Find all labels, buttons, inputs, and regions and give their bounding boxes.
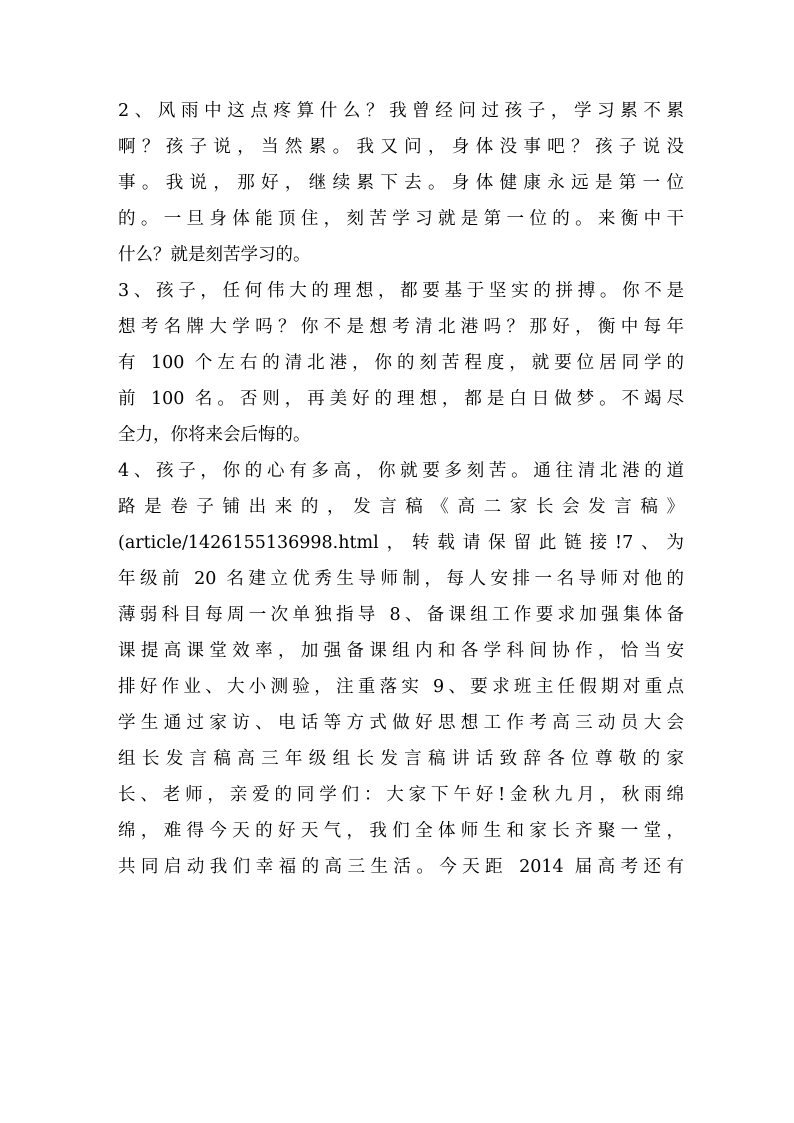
text-line: 路是卷子铺出来的，发言稿《高二家长会发言稿》	[118, 497, 684, 517]
text-line: 事。我说，那好，继续累下去。身体健康永远是第一位	[118, 173, 684, 193]
text-line: 排好作业、大小测验，注重落实 9、要求班主任假期对重点	[118, 677, 684, 697]
text-line: 有 100 个左右的清北港，你的刻苦程度，就要位居同学的	[118, 353, 684, 373]
text-line: 前 100 名。否则，再美好的理想，都是白日做梦。不竭尽	[118, 389, 684, 409]
text-line: 绵，难得今天的好天气，我们全体师生和家长齐聚一堂，	[118, 821, 684, 841]
document-page	[118, 93, 684, 885]
text-line: 共同启动我们幸福的高三生活。今天距 2014 届高考还有	[118, 857, 684, 877]
text-line: 长、老师，亲爱的同学们：大家下午好!金秋九月，秋雨绵	[118, 785, 684, 805]
text-line: 课提高课堂效率，加强备课组内和各学科间协作，恰当安	[118, 641, 684, 661]
paragraph-4	[118, 453, 684, 885]
text-line: 4、孩子，你的心有多高，你就要多刻苦。通往清北港的道	[118, 461, 684, 481]
text-line: 啊？孩子说，当然累。我又问，身体没事吧？孩子说没	[118, 137, 684, 157]
text-line: 2、风雨中这点疼算什么？我曾经问过孩子，学习累不累	[118, 101, 684, 121]
text-line: 什么？就是刻苦学习的。	[118, 245, 311, 265]
text-line: 3、孩子，任何伟大的理想，都要基于坚实的拼搏。你不是	[118, 281, 684, 301]
text-line: 全力，你将来会后悔的。	[118, 425, 311, 445]
text-line: 薄弱科目每周一次单独指导 8、备课组工作要求加强集体备	[118, 605, 684, 625]
article-link-line: (article/1426155136998.html，转载请保留此链接!7、为	[118, 533, 684, 553]
text-line: 的。一旦身体能顶住，刻苦学习就是第一位的。来衡中干	[118, 209, 684, 229]
paragraph-3	[118, 273, 684, 453]
paragraph-2	[118, 93, 684, 273]
text-line: 年级前 20 名建立优秀生导师制，每人安排一名导师对他的	[118, 569, 684, 589]
text-line: 学生通过家访、电话等方式做好思想工作考高三动员大会	[118, 713, 684, 733]
text-line: 组长发言稿高三年级组长发言稿讲话致辞各位尊敬的家	[118, 749, 684, 769]
text-line: 想考名牌大学吗？你不是想考清北港吗？那好，衡中每年	[118, 317, 684, 337]
